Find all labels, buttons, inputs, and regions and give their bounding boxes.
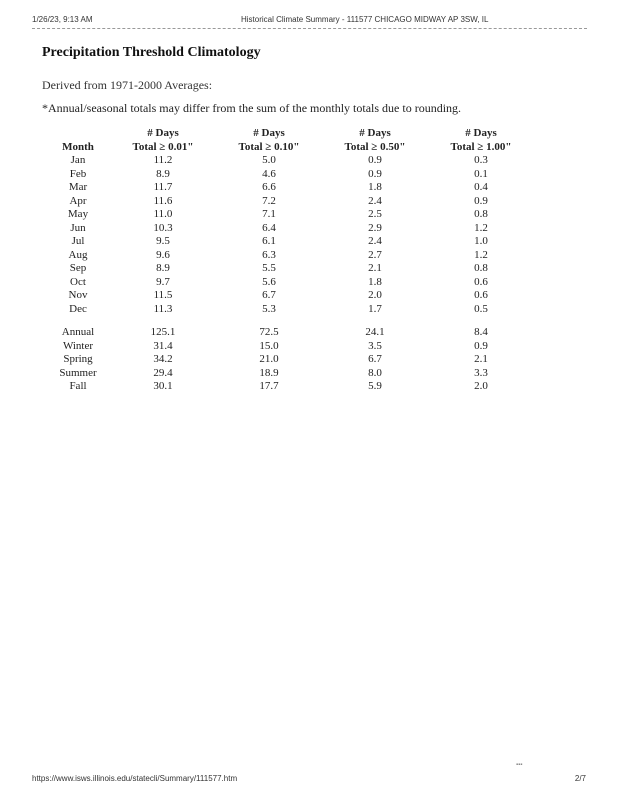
- value-cell: 0.9: [368, 154, 382, 166]
- month-row: [46, 276, 534, 290]
- month-row: [46, 168, 534, 182]
- value-cell: 9.6: [156, 248, 170, 261]
- page-header: [32, 15, 586, 29]
- value-cell: 15.0: [259, 339, 279, 352]
- season-row: [46, 367, 534, 381]
- value-cell: 4.6: [262, 167, 276, 180]
- value-cell: 31.4: [153, 339, 173, 352]
- row-label: Nov: [68, 289, 88, 301]
- row-label: Summer: [59, 366, 97, 379]
- value-cell: 2.1: [474, 353, 488, 365]
- value-cell: 1.8: [368, 275, 382, 288]
- header-cell: # Days: [253, 127, 285, 139]
- value-cell: 125.1: [150, 326, 176, 338]
- value-cell: 2.0: [474, 380, 488, 392]
- value-cell: 5.9: [368, 380, 382, 392]
- value-cell: 2.0: [368, 289, 382, 301]
- value-cell: 1.8: [368, 181, 382, 193]
- value-cell: 34.2: [153, 353, 173, 365]
- row-label: Spring: [63, 353, 93, 365]
- header-cell: Total ≥ 0.50": [344, 140, 406, 153]
- value-cell: 11.2: [153, 154, 173, 166]
- value-cell: 17.7: [259, 380, 279, 392]
- month-row: [46, 222, 534, 236]
- value-cell: 2.5: [368, 208, 382, 220]
- header-cell: Total ≥ 0.10": [238, 140, 300, 153]
- value-cell: 8.9: [156, 262, 170, 274]
- season-row: [46, 353, 534, 367]
- value-cell: 7.1: [262, 208, 276, 220]
- page-number: 2/7: [574, 774, 586, 783]
- row-label: May: [67, 208, 89, 220]
- value-cell: 2.4: [368, 235, 382, 247]
- value-cell: 2.7: [368, 248, 382, 261]
- value-cell: 5.6: [262, 275, 276, 288]
- page-title: Precipitation Threshold Climatology: [42, 45, 261, 60]
- precipitation-table: [46, 127, 534, 394]
- header-row-bottom: [46, 141, 534, 155]
- value-cell: 3.3: [474, 366, 488, 379]
- value-cell: 11.7: [153, 181, 173, 193]
- value-cell: 11.5: [153, 289, 173, 301]
- value-cell: 2.9: [368, 221, 382, 234]
- header-cell: Total ≥ 1.00": [450, 140, 512, 153]
- page-mark: ▪▪▪: [516, 762, 523, 768]
- value-cell: 6.7: [262, 289, 276, 301]
- row-label: Aug: [68, 248, 88, 261]
- value-cell: 0.4: [474, 181, 488, 193]
- derived-note: Derived from 1971-2000 Averages:: [42, 78, 213, 92]
- header-cell: [46, 127, 110, 141]
- header-cell: Month: [62, 140, 94, 153]
- value-cell: 29.4: [153, 366, 173, 379]
- value-cell: 0.5: [474, 302, 488, 315]
- row-label: Dec: [69, 302, 87, 315]
- month-row: [46, 235, 534, 249]
- value-cell: 72.5: [259, 326, 279, 338]
- value-cell: 0.6: [474, 275, 488, 288]
- row-label: Mar: [68, 181, 88, 193]
- season-row: [46, 340, 534, 354]
- row-label: Winter: [62, 339, 94, 352]
- value-cell: 1.7: [368, 302, 382, 315]
- value-cell: 21.0: [259, 353, 279, 365]
- row-label: Fall: [69, 380, 87, 392]
- header-row-top: [46, 127, 534, 141]
- row-label: Oct: [70, 275, 86, 288]
- header-cell: # Days: [147, 127, 179, 139]
- value-cell: 2.1: [368, 262, 382, 274]
- header-divider: [32, 28, 587, 29]
- value-cell: 10.3: [153, 221, 173, 234]
- print-datetime: 1/26/23, 9:13 AM: [32, 15, 93, 24]
- value-cell: 30.1: [153, 380, 173, 392]
- value-cell: 9.5: [156, 235, 170, 247]
- value-cell: 11.3: [153, 302, 173, 315]
- value-cell: 0.8: [474, 208, 488, 220]
- season-row: [46, 326, 534, 340]
- header-cell: Total ≥ 0.01": [132, 140, 194, 153]
- value-cell: 8.0: [368, 366, 382, 379]
- value-cell: 8.4: [474, 326, 488, 338]
- value-cell: 1.0: [474, 235, 488, 247]
- month-row: [46, 289, 534, 303]
- month-row: [46, 208, 534, 222]
- footer-url: https://www.isws.illinois.edu/statecli/Summary/111577.htm: [32, 774, 238, 783]
- month-row: [46, 303, 534, 317]
- value-cell: 1.2: [474, 221, 488, 234]
- value-cell: 6.6: [262, 181, 276, 193]
- month-row: [46, 195, 534, 209]
- section-spacer: [46, 316, 534, 326]
- value-cell: 11.0: [153, 208, 173, 220]
- value-cell: 0.9: [368, 167, 382, 180]
- page-footer: [32, 774, 586, 786]
- value-cell: 11.6: [153, 194, 173, 207]
- value-cell: 1.2: [474, 248, 488, 261]
- row-label: Jan: [70, 154, 86, 166]
- value-cell: 2.4: [368, 194, 382, 207]
- value-cell: 5.0: [262, 154, 276, 166]
- value-cell: 24.1: [365, 326, 385, 338]
- value-cell: 18.9: [259, 366, 279, 379]
- value-cell: 6.4: [262, 221, 276, 234]
- month-row: [46, 249, 534, 263]
- value-cell: 0.1: [474, 167, 488, 180]
- value-cell: 0.9: [474, 339, 488, 352]
- value-cell: 6.7: [368, 353, 382, 365]
- header-cell: # Days: [359, 127, 391, 139]
- value-cell: 0.8: [474, 262, 488, 274]
- value-cell: 0.9: [474, 194, 488, 207]
- value-cell: 6.3: [262, 248, 276, 261]
- month-row: [46, 262, 534, 276]
- value-cell: 0.3: [474, 154, 488, 166]
- value-cell: 8.9: [156, 167, 170, 180]
- row-label: Annual: [61, 326, 95, 338]
- value-cell: 3.5: [368, 339, 382, 352]
- header-title: Historical Climate Summary - 111577 CHICAGO MIDWAY AP 3SW, IL: [241, 15, 489, 24]
- month-row: [46, 154, 534, 168]
- value-cell: 9.7: [156, 275, 170, 288]
- month-row: [46, 181, 534, 195]
- row-label: Feb: [69, 167, 87, 180]
- row-label: Apr: [69, 194, 87, 207]
- value-cell: 5.3: [262, 302, 276, 315]
- value-cell: 5.5: [262, 262, 276, 274]
- value-cell: 0.6: [474, 289, 488, 301]
- row-label: Sep: [69, 262, 87, 274]
- season-row: [46, 380, 534, 394]
- row-label: Jun: [70, 221, 86, 234]
- row-label: Jul: [71, 235, 85, 247]
- value-cell: 6.1: [262, 235, 276, 247]
- rounding-note: *Annual/seasonal totals may differ from the sum of the monthly totals due to rounding.: [42, 101, 462, 115]
- value-cell: 7.2: [262, 194, 276, 207]
- header-cell: # Days: [465, 127, 497, 139]
